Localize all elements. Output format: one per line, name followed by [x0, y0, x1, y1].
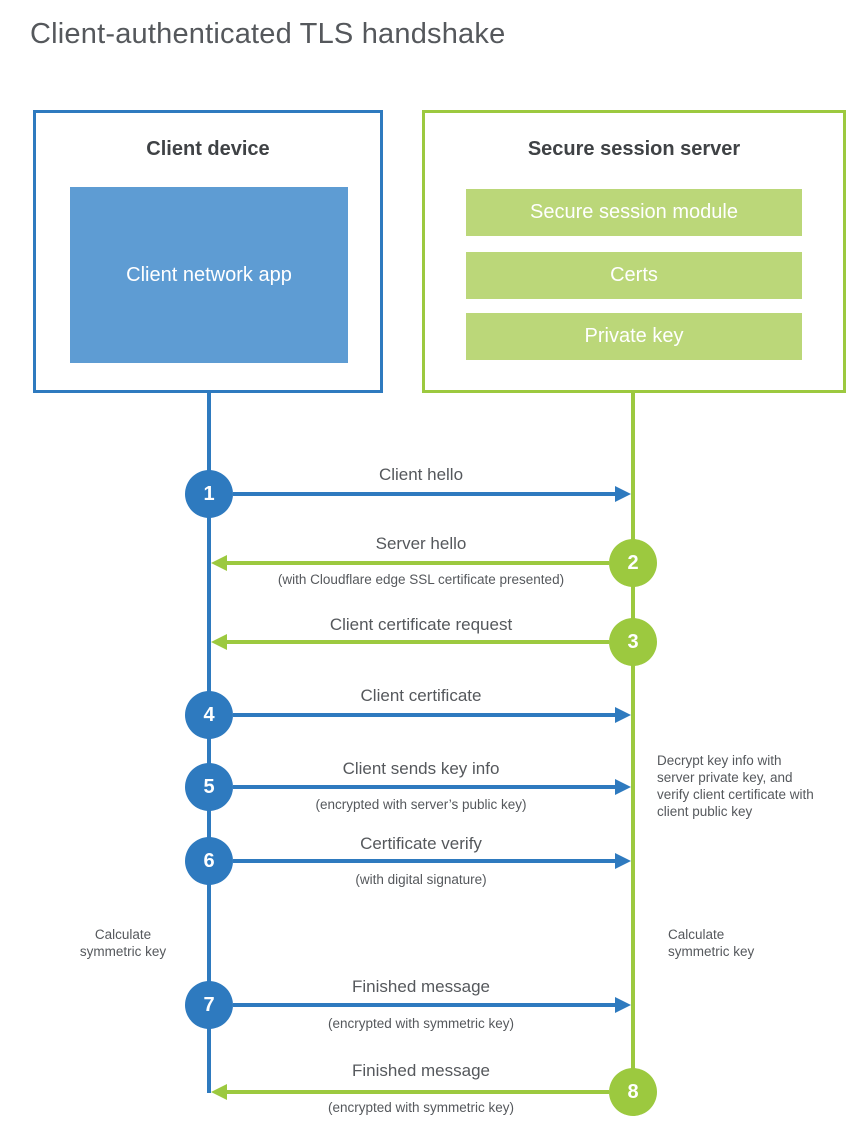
- server-module-certs: Certs: [466, 252, 802, 299]
- secure-session-server-title: Secure session server: [527, 138, 741, 160]
- step-3-arrow-left: [227, 640, 609, 644]
- step-4-badge: 4: [185, 691, 233, 739]
- step-8-label: Finished message: [352, 1061, 490, 1080]
- step-3-badge: 3: [609, 618, 657, 666]
- step-4-arrow-right: [233, 713, 615, 717]
- step-3-label: Client certificate request: [329, 615, 513, 634]
- step-4-label: Client certificate: [360, 686, 482, 705]
- step-2-label: Server hello: [375, 534, 467, 553]
- step-6-caption: (with digital signature): [355, 872, 487, 887]
- server-module-private-key: Private key: [466, 313, 802, 360]
- step-1-badge: 1: [185, 470, 233, 518]
- decrypt-note: Decrypt key info with server private key, and verify client certificate with client public key: [657, 753, 814, 819]
- step-5-caption: (encrypted with server’s public key): [315, 797, 527, 812]
- step-8-badge: 8: [609, 1068, 657, 1116]
- step-8-arrow-left: [227, 1090, 609, 1094]
- step-7-badge: 7: [185, 981, 233, 1029]
- step-7-label: Finished message: [352, 977, 490, 996]
- step-8-caption: (encrypted with symmetric key): [327, 1100, 515, 1115]
- step-1-arrow-right: [233, 492, 615, 496]
- step-6-badge: 6: [185, 837, 233, 885]
- calculate-symmetric-key-client: Calculate symmetric key: [79, 927, 167, 959]
- step-7-caption: (encrypted with symmetric key): [327, 1016, 515, 1031]
- client-network-app-label: Client network app: [126, 264, 292, 286]
- client-device-title: Client device: [146, 138, 270, 160]
- server-module-secure-session: Secure session module: [466, 189, 802, 236]
- step-7-arrow-right: [233, 1003, 615, 1007]
- step-5-arrow-right: [233, 785, 615, 789]
- calculate-symmetric-key-server: Calculate symmetric key: [668, 927, 755, 959]
- step-6-arrow-right: [233, 859, 615, 863]
- page-title: Client-authenticated TLS handshake: [30, 18, 506, 50]
- step-5-label: Client sends key info: [342, 759, 500, 778]
- step-2-caption: (with Cloudflare edge SSL certificate presented): [277, 572, 565, 587]
- step-5-badge: 5: [185, 763, 233, 811]
- step-6-label: Certificate verify: [360, 834, 482, 853]
- step-2-arrow-left: [227, 561, 609, 565]
- step-1-label: Client hello: [378, 465, 464, 484]
- client-network-app-rect: [70, 187, 348, 363]
- step-2-badge: 2: [609, 539, 657, 587]
